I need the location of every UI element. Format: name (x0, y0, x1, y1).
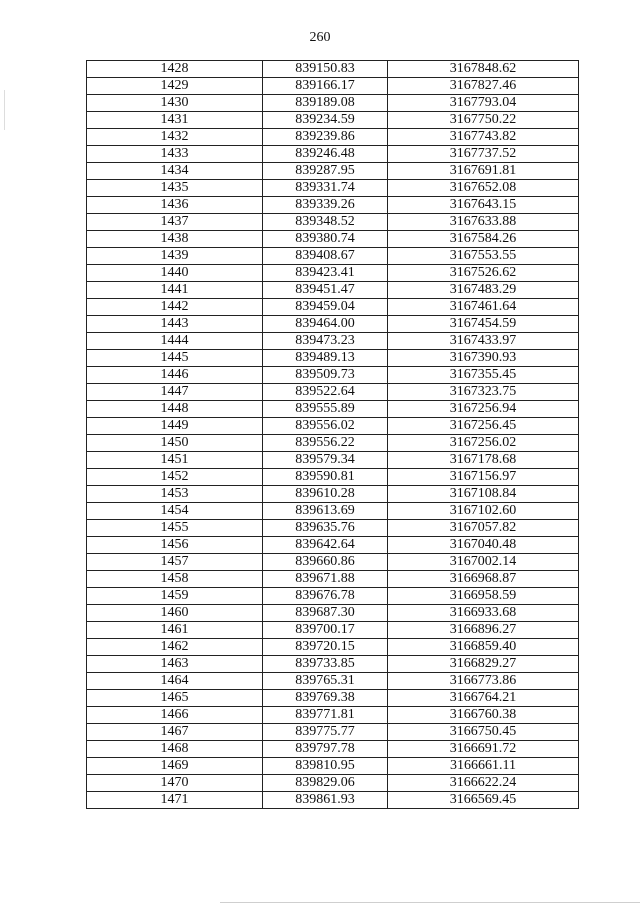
x-coordinate-cell: 839331.74 (263, 180, 388, 197)
y-coordinate-cell: 3167584.26 (388, 231, 579, 248)
y-coordinate-cell: 3167643.15 (388, 197, 579, 214)
table-row (87, 537, 579, 554)
point-number-cell: 1436 (87, 197, 263, 214)
point-number-cell: 1453 (87, 486, 263, 503)
y-coordinate-cell: 3167526.62 (388, 265, 579, 282)
y-coordinate-cell: 3167848.62 (388, 61, 579, 78)
table-row (87, 78, 579, 95)
point-number-cell: 1442 (87, 299, 263, 316)
x-coordinate-cell: 839489.13 (263, 350, 388, 367)
y-coordinate-cell: 3167737.52 (388, 146, 579, 163)
point-number-cell: 1465 (87, 690, 263, 707)
table-row (87, 248, 579, 265)
point-number-cell: 1461 (87, 622, 263, 639)
y-coordinate-cell: 3167652.08 (388, 180, 579, 197)
table-row (87, 605, 579, 622)
y-coordinate-cell: 3167793.04 (388, 95, 579, 112)
y-coordinate-cell: 3167256.02 (388, 435, 579, 452)
y-coordinate-cell: 3167102.60 (388, 503, 579, 520)
point-number-cell: 1449 (87, 418, 263, 435)
point-number-cell: 1463 (87, 656, 263, 673)
point-number-cell: 1440 (87, 265, 263, 282)
table-row (87, 486, 579, 503)
table-row (87, 571, 579, 588)
point-number-cell: 1432 (87, 129, 263, 146)
point-number-cell: 1469 (87, 758, 263, 775)
point-number-cell: 1450 (87, 435, 263, 452)
point-number-cell: 1445 (87, 350, 263, 367)
table-row (87, 214, 579, 231)
table-row (87, 656, 579, 673)
table-row (87, 503, 579, 520)
point-number-cell: 1448 (87, 401, 263, 418)
x-coordinate-cell: 839579.34 (263, 452, 388, 469)
x-coordinate-cell: 839473.23 (263, 333, 388, 350)
point-number-cell: 1446 (87, 367, 263, 384)
point-number-cell: 1451 (87, 452, 263, 469)
y-coordinate-cell: 3167827.46 (388, 78, 579, 95)
x-coordinate-cell: 839676.78 (263, 588, 388, 605)
table-row (87, 520, 579, 537)
y-coordinate-cell: 3167002.14 (388, 554, 579, 571)
point-number-cell: 1458 (87, 571, 263, 588)
y-coordinate-cell: 3166750.45 (388, 724, 579, 741)
y-coordinate-cell: 3167461.64 (388, 299, 579, 316)
table-row (87, 299, 579, 316)
table-row (87, 639, 579, 656)
x-coordinate-cell: 839771.81 (263, 707, 388, 724)
point-number-cell: 1460 (87, 605, 263, 622)
y-coordinate-cell: 3167433.97 (388, 333, 579, 350)
x-coordinate-cell: 839765.31 (263, 673, 388, 690)
y-coordinate-cell: 3166859.40 (388, 639, 579, 656)
y-coordinate-cell: 3167178.68 (388, 452, 579, 469)
x-coordinate-cell: 839642.64 (263, 537, 388, 554)
y-coordinate-cell: 3166622.24 (388, 775, 579, 792)
table-row (87, 333, 579, 350)
point-number-cell: 1457 (87, 554, 263, 571)
y-coordinate-cell: 3166896.27 (388, 622, 579, 639)
x-coordinate-cell: 839700.17 (263, 622, 388, 639)
y-coordinate-cell: 3166764.21 (388, 690, 579, 707)
x-coordinate-cell: 839769.38 (263, 690, 388, 707)
table-row (87, 112, 579, 129)
y-coordinate-cell: 3167750.22 (388, 112, 579, 129)
table-row (87, 180, 579, 197)
y-coordinate-cell: 3167483.29 (388, 282, 579, 299)
y-coordinate-cell: 3166773.86 (388, 673, 579, 690)
point-number-cell: 1438 (87, 231, 263, 248)
table-row (87, 673, 579, 690)
x-coordinate-cell: 839522.64 (263, 384, 388, 401)
x-coordinate-cell: 839687.30 (263, 605, 388, 622)
x-coordinate-cell: 839797.78 (263, 741, 388, 758)
table-row (87, 316, 579, 333)
point-number-cell: 1441 (87, 282, 263, 299)
point-number-cell: 1431 (87, 112, 263, 129)
scan-margin-mark (4, 90, 5, 130)
table-row (87, 350, 579, 367)
table-row (87, 758, 579, 775)
table-row (87, 690, 579, 707)
y-coordinate-cell: 3167390.93 (388, 350, 579, 367)
point-number-cell: 1435 (87, 180, 263, 197)
x-coordinate-cell: 839555.89 (263, 401, 388, 418)
x-coordinate-cell: 839464.00 (263, 316, 388, 333)
point-number-cell: 1455 (87, 520, 263, 537)
table-row (87, 197, 579, 214)
x-coordinate-cell: 839189.08 (263, 95, 388, 112)
x-coordinate-cell: 839234.59 (263, 112, 388, 129)
point-number-cell: 1471 (87, 792, 263, 809)
x-coordinate-cell: 839733.85 (263, 656, 388, 673)
point-number-cell: 1467 (87, 724, 263, 741)
y-coordinate-cell: 3167743.82 (388, 129, 579, 146)
x-coordinate-cell: 839348.52 (263, 214, 388, 231)
y-coordinate-cell: 3167256.94 (388, 401, 579, 418)
table-row (87, 588, 579, 605)
page-number: 260 (309, 30, 331, 45)
table-row (87, 435, 579, 452)
point-number-cell: 1456 (87, 537, 263, 554)
table-row (87, 554, 579, 571)
coordinates-table-body (87, 61, 579, 809)
y-coordinate-cell: 3166691.72 (388, 741, 579, 758)
x-coordinate-cell: 839610.28 (263, 486, 388, 503)
y-coordinate-cell: 3167108.84 (388, 486, 579, 503)
table-row (87, 367, 579, 384)
x-coordinate-cell: 839861.93 (263, 792, 388, 809)
table-row (87, 146, 579, 163)
x-coordinate-cell: 839287.95 (263, 163, 388, 180)
y-coordinate-cell: 3167323.75 (388, 384, 579, 401)
table-row (87, 775, 579, 792)
table-row (87, 129, 579, 146)
x-coordinate-cell: 839720.15 (263, 639, 388, 656)
y-coordinate-cell: 3167057.82 (388, 520, 579, 537)
x-coordinate-cell: 839671.88 (263, 571, 388, 588)
point-number-cell: 1466 (87, 707, 263, 724)
point-number-cell: 1429 (87, 78, 263, 95)
x-coordinate-cell: 839590.81 (263, 469, 388, 486)
x-coordinate-cell: 839810.95 (263, 758, 388, 775)
point-number-cell: 1464 (87, 673, 263, 690)
x-coordinate-cell: 839635.76 (263, 520, 388, 537)
y-coordinate-cell: 3167633.88 (388, 214, 579, 231)
y-coordinate-cell: 3166968.87 (388, 571, 579, 588)
table-row (87, 418, 579, 435)
point-number-cell: 1462 (87, 639, 263, 656)
table-row (87, 231, 579, 248)
table-row (87, 265, 579, 282)
y-coordinate-cell: 3166958.59 (388, 588, 579, 605)
y-coordinate-cell: 3167040.48 (388, 537, 579, 554)
x-coordinate-cell: 839613.69 (263, 503, 388, 520)
table-row (87, 707, 579, 724)
y-coordinate-cell: 3166829.27 (388, 656, 579, 673)
table-row (87, 282, 579, 299)
point-number-cell: 1433 (87, 146, 263, 163)
x-coordinate-cell: 839423.41 (263, 265, 388, 282)
point-number-cell: 1437 (87, 214, 263, 231)
y-coordinate-cell: 3167454.59 (388, 316, 579, 333)
x-coordinate-cell: 839339.26 (263, 197, 388, 214)
y-coordinate-cell: 3167691.81 (388, 163, 579, 180)
table-row (87, 163, 579, 180)
x-coordinate-cell: 839556.22 (263, 435, 388, 452)
coordinates-table (86, 60, 579, 809)
x-coordinate-cell: 839166.17 (263, 78, 388, 95)
x-coordinate-cell: 839459.04 (263, 299, 388, 316)
y-coordinate-cell: 3166760.38 (388, 707, 579, 724)
point-number-cell: 1468 (87, 741, 263, 758)
y-coordinate-cell: 3166661.11 (388, 758, 579, 775)
point-number-cell: 1452 (87, 469, 263, 486)
x-coordinate-cell: 839408.67 (263, 248, 388, 265)
point-number-cell: 1439 (87, 248, 263, 265)
x-coordinate-cell: 839775.77 (263, 724, 388, 741)
point-number-cell: 1444 (87, 333, 263, 350)
x-coordinate-cell: 839380.74 (263, 231, 388, 248)
point-number-cell: 1459 (87, 588, 263, 605)
table-row (87, 384, 579, 401)
table-row (87, 469, 579, 486)
point-number-cell: 1470 (87, 775, 263, 792)
y-coordinate-cell: 3167553.55 (388, 248, 579, 265)
point-number-cell: 1447 (87, 384, 263, 401)
x-coordinate-cell: 839509.73 (263, 367, 388, 384)
y-coordinate-cell: 3167156.97 (388, 469, 579, 486)
point-number-cell: 1454 (87, 503, 263, 520)
point-number-cell: 1428 (87, 61, 263, 78)
y-coordinate-cell: 3167355.45 (388, 367, 579, 384)
point-number-cell: 1443 (87, 316, 263, 333)
table-row (87, 401, 579, 418)
y-coordinate-cell: 3166933.68 (388, 605, 579, 622)
x-coordinate-cell: 839660.86 (263, 554, 388, 571)
x-coordinate-cell: 839150.83 (263, 61, 388, 78)
y-coordinate-cell: 3166569.45 (388, 792, 579, 809)
table-row (87, 61, 579, 78)
table-row (87, 724, 579, 741)
x-coordinate-cell: 839829.06 (263, 775, 388, 792)
table-row (87, 452, 579, 469)
y-coordinate-cell: 3167256.45 (388, 418, 579, 435)
x-coordinate-cell: 839451.47 (263, 282, 388, 299)
point-number-cell: 1434 (87, 163, 263, 180)
scan-edge-line (220, 902, 640, 903)
table-row (87, 741, 579, 758)
x-coordinate-cell: 839246.48 (263, 146, 388, 163)
table-row (87, 792, 579, 809)
x-coordinate-cell: 839556.02 (263, 418, 388, 435)
x-coordinate-cell: 839239.86 (263, 129, 388, 146)
table-row (87, 622, 579, 639)
point-number-cell: 1430 (87, 95, 263, 112)
table-row (87, 95, 579, 112)
